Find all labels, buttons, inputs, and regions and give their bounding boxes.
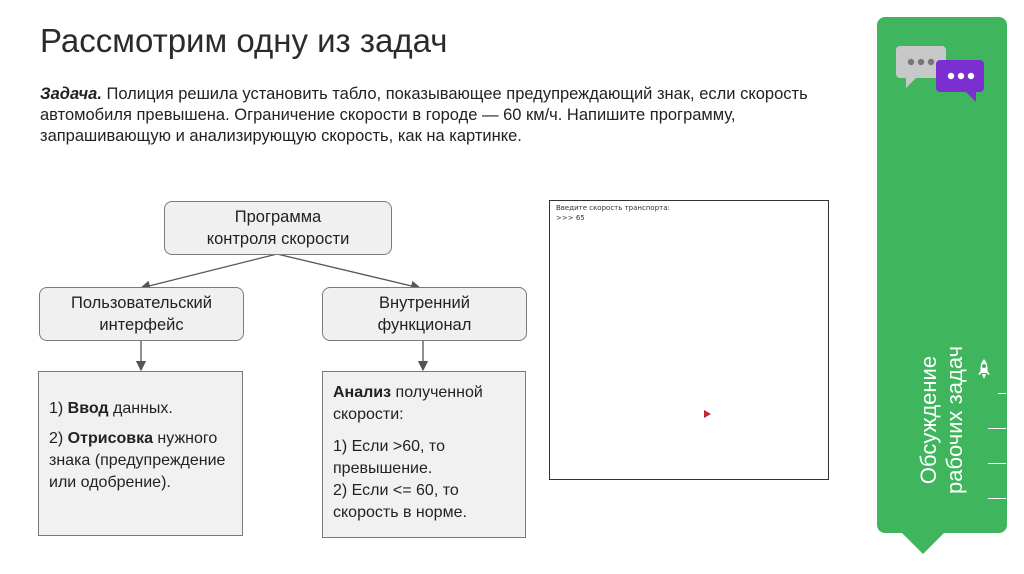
side-panel-notch: [901, 532, 945, 554]
side-panel-label: Обсуждение рабочих задач: [916, 345, 967, 495]
diagram-detail-internal: [322, 371, 526, 538]
tick: [988, 428, 1006, 429]
right-line1: Внутренний: [379, 294, 470, 312]
console-screenshot: [549, 200, 829, 480]
console-input: >>> 65: [556, 214, 585, 222]
diagram-root-node: [164, 201, 392, 255]
right-line2: функционал: [377, 316, 472, 334]
arrow-root-left: [141, 254, 277, 288]
page-title: Рассмотрим одну из задач: [40, 22, 448, 59]
console-prompt: Введите скорость транспорта:: [556, 204, 670, 212]
arrow-root-right: [277, 254, 420, 288]
task-lead: Задача.: [40, 85, 102, 103]
root-line1: Программа: [234, 208, 322, 226]
detail-item-draw: 2) Отрисовка нужного знака (предупреждение или одобрение).: [49, 430, 226, 491]
left-line2: интерфейс: [99, 316, 184, 334]
diagram-detail-user-interface: [38, 371, 243, 536]
left-line1: Пользовательский: [71, 294, 212, 312]
detail-analysis: Анализ полученной скорости:: [333, 384, 483, 423]
diagram-node-internal-function: [322, 287, 527, 341]
diagram-node-user-interface: [39, 287, 244, 341]
chat-bubbles-icon: [896, 44, 988, 106]
rocket-icon: [977, 358, 991, 380]
root-line2: контроля скорости: [206, 230, 350, 248]
task-text: Полиция решила установить табло, показывающее предупреждающий знак, если скорость автомобиля превышена. Ограничение скорости в городе — 60 км/ч. Напишите программу, запрашивающую и анализирующую скорость, как на картинке.: [40, 85, 808, 145]
tick: [988, 463, 1006, 464]
detail-cond2: 2) Если <= 60, то скорость в норме.: [333, 482, 467, 521]
arrow-cursor-icon: [704, 410, 711, 418]
detail-cond1: 1) Если >60, то превышение.: [333, 438, 445, 477]
tick: [988, 498, 1006, 499]
tick: [998, 393, 1006, 394]
detail-item-input: 1) Ввод данных.: [49, 400, 173, 417]
